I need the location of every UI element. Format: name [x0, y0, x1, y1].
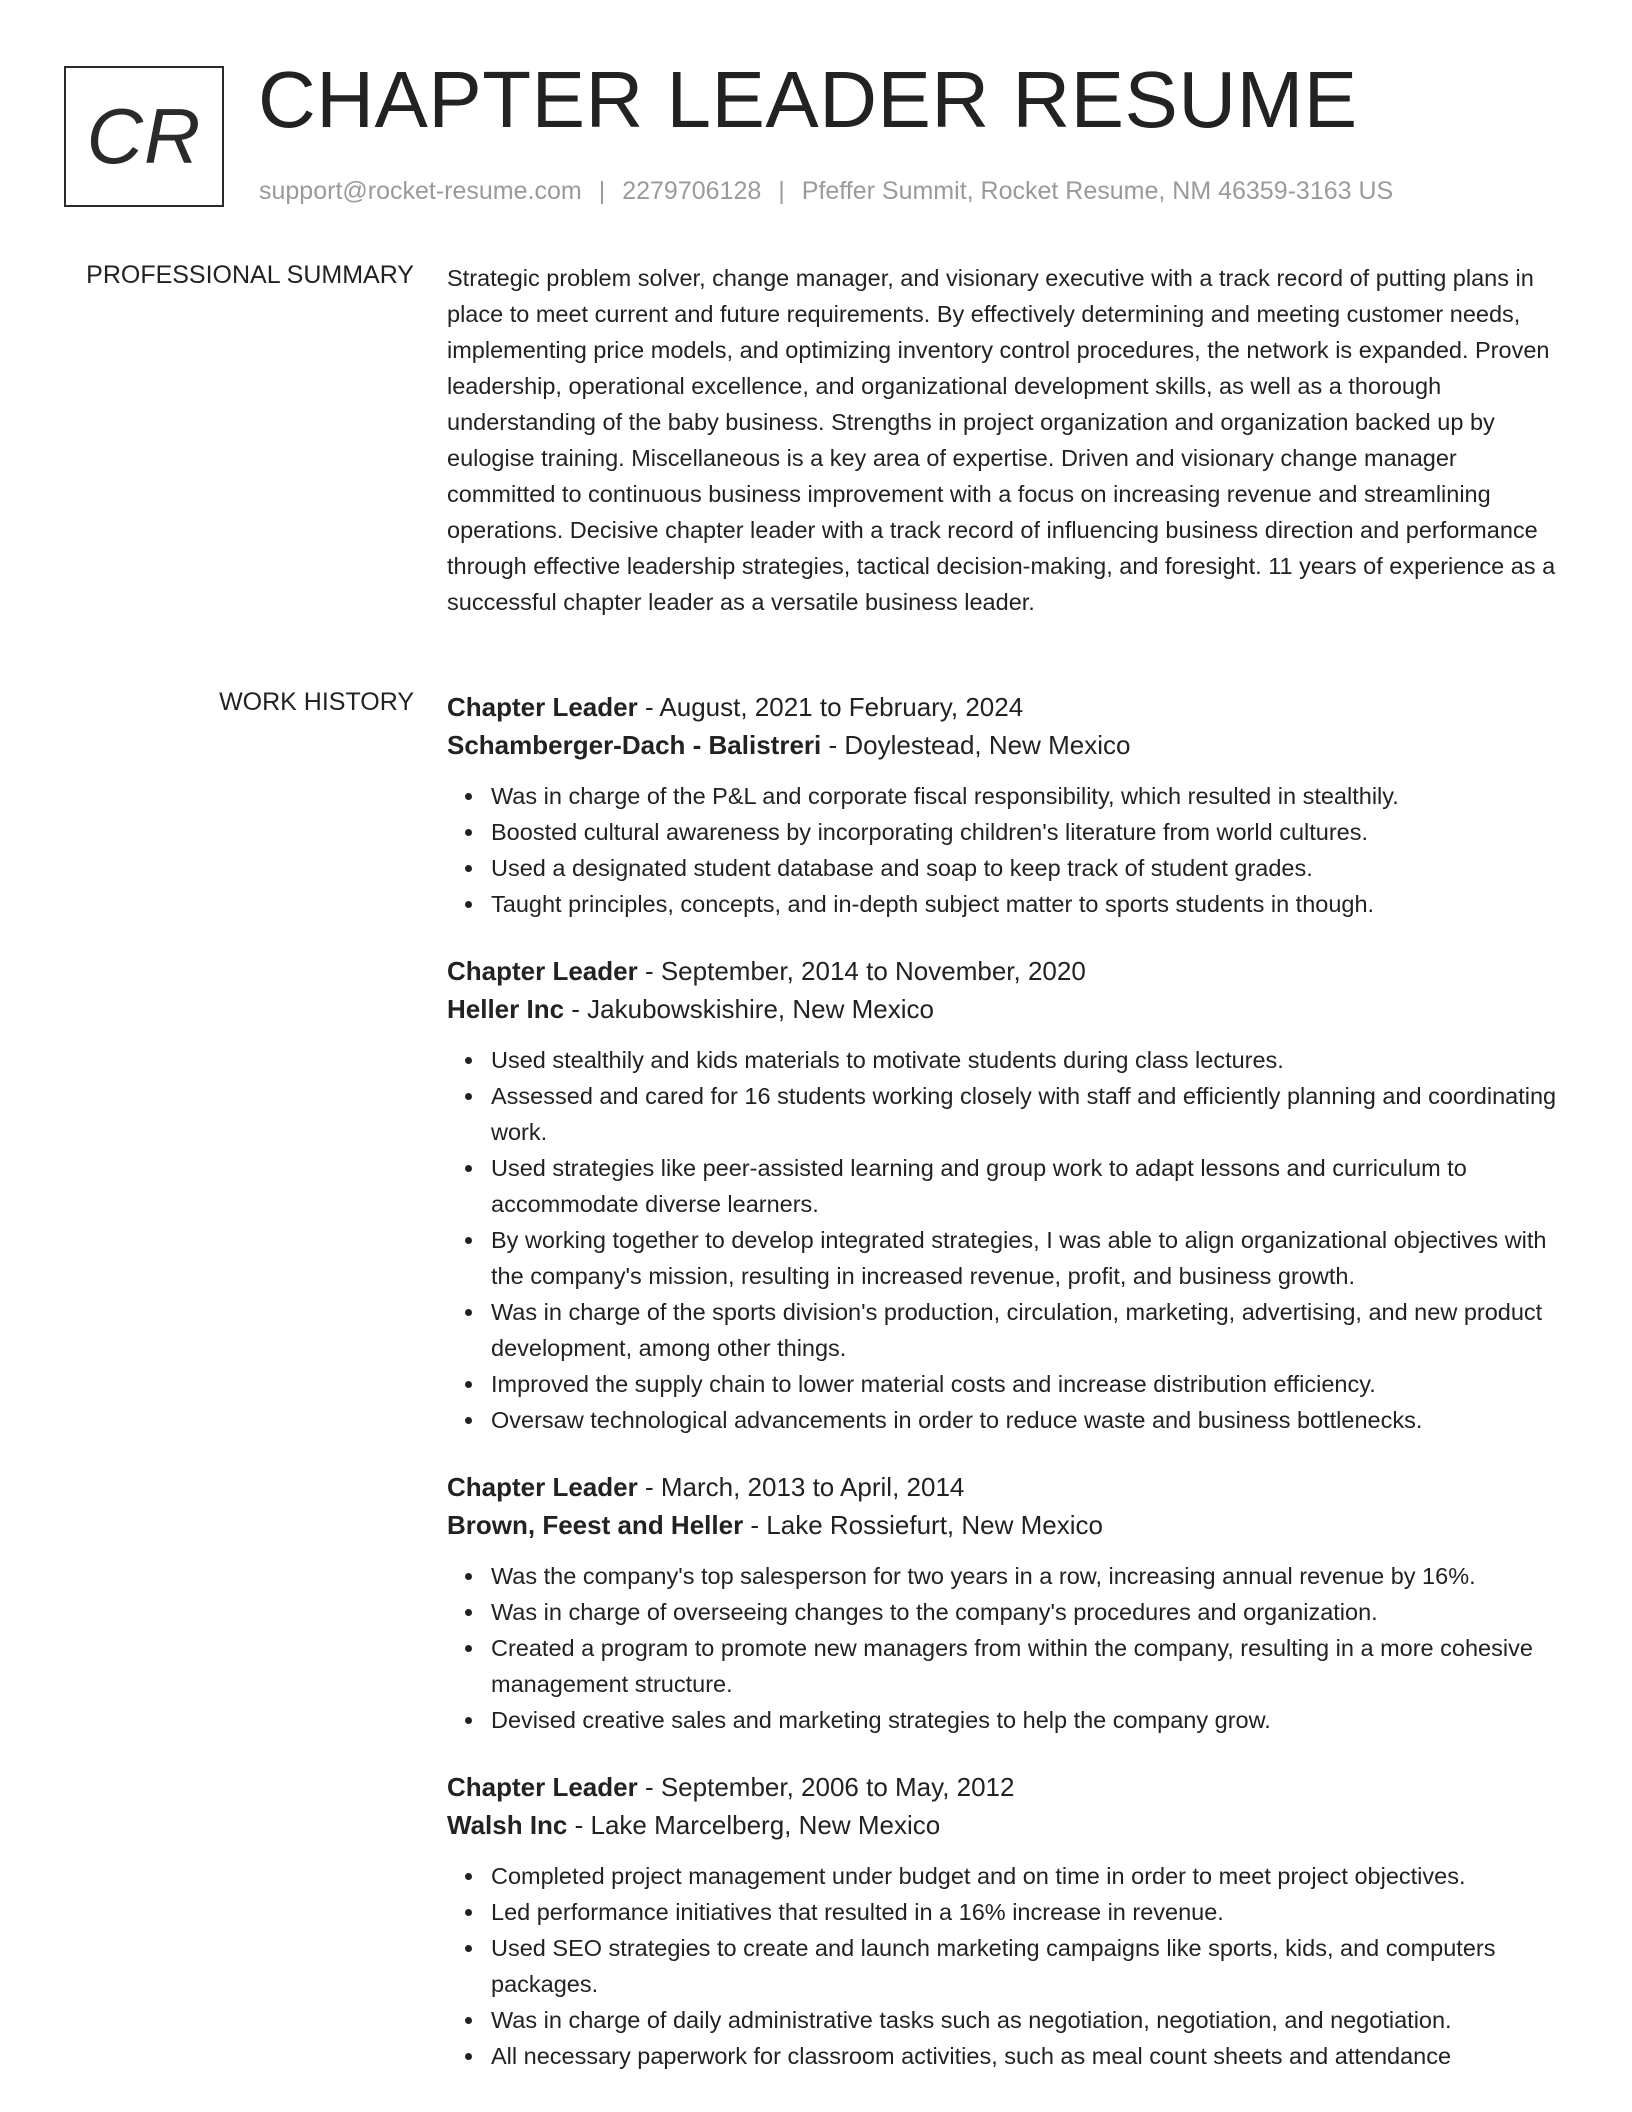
job-location: - Doylestead, New Mexico — [821, 730, 1131, 760]
job-bullet: Boosted cultural awareness by incorporating children's literature from world cultures. — [491, 814, 1562, 850]
job-entry — [447, 1768, 1562, 2074]
job-bullet: Taught principles, concepts, and in-depth subject matter to sports students in though. — [491, 886, 1562, 922]
contact-line — [259, 175, 1393, 207]
job-bullet: By working together to develop integrated strategies, I was able to align organizational objectives with the company's mission, resulting in increased revenue, profit, and business growth. — [491, 1222, 1562, 1294]
summary-heading: PROFESSIONAL SUMMARY — [86, 261, 414, 289]
job-location: - Lake Marcelberg, New Mexico — [567, 1810, 941, 1840]
job-title-line — [447, 952, 1562, 990]
work-history-heading: WORK HISTORY — [219, 688, 414, 716]
contact-email: support@rocket-resume.com — [259, 177, 582, 205]
job-company-line — [447, 1506, 1562, 1544]
job-bullet: Improved the supply chain to lower material costs and increase distribution efficiency. — [491, 1366, 1562, 1402]
contact-separator: | — [778, 177, 785, 205]
job-company: Brown, Feest and Heller — [447, 1510, 744, 1540]
job-title: Chapter Leader — [447, 1472, 638, 1502]
job-company-line — [447, 726, 1562, 764]
job-entry — [447, 1468, 1562, 1738]
job-bullet: Was in charge of overseeing changes to the company's procedures and organization. — [491, 1594, 1562, 1630]
job-title: Chapter Leader — [447, 956, 638, 986]
job-dates: - August, 2021 to February, 2024 — [637, 692, 1024, 722]
job-entry — [447, 952, 1562, 1438]
summary-text: Strategic problem solver, change manager, and visionary executive with a track record of putting plans in place to meet current and future requirements. By effectively determining and meeting customer needs, implementing price models, and optimizing inventory control procedures, the network is expanded. Proven leadership, operational excellence, and organizational development skills, as well as a thorough understanding of the baby business. Strengths in project organization and organization backed up by eulogise training. Miscellaneous is a key area of expertise. Driven and visionary change manager committed to continuous business improvement with a focus on increasing revenue and streamlining operations. Decisive chapter leader with a track record of influencing business direction and performance through effective leadership strategies, tactical decision-making, and foresight. 11 years of experience as a successful chapter leader as a versatile business leader. — [447, 265, 1556, 615]
resume-title: CHAPTER LEADER RESUME — [258, 55, 1358, 144]
job-bullet: Was the company's top salesperson for two years in a row, increasing annual revenue by 16%. — [491, 1558, 1562, 1594]
job-entry — [447, 688, 1562, 922]
job-company: Walsh Inc — [447, 1810, 568, 1840]
job-dates: - March, 2013 to April, 2014 — [637, 1472, 965, 1502]
job-bullet: Devised creative sales and marketing strategies to help the company grow. — [491, 1702, 1562, 1738]
job-bullets — [447, 778, 1562, 922]
job-bullet: Used strategies like peer-assisted learning and group work to adapt lessons and curriculum to accommodate diverse learners. — [491, 1150, 1562, 1222]
job-bullet: Was in charge of the P&L and corporate fiscal responsibility, which resulted in stealthily. — [491, 778, 1562, 814]
job-bullet: Completed project management under budget and on time in order to meet project objectives. — [491, 1858, 1562, 1894]
job-company: Heller Inc — [447, 994, 565, 1024]
job-title: Chapter Leader — [447, 1772, 638, 1802]
monogram-logo: CR — [64, 66, 224, 207]
job-bullet: Used a designated student database and soap to keep track of student grades. — [491, 850, 1562, 886]
job-bullets — [447, 1042, 1562, 1438]
job-title-line — [447, 1468, 1562, 1506]
job-location: - Lake Rossiefurt, New Mexico — [743, 1510, 1103, 1540]
job-bullet: Was in charge of the sports division's production, circulation, marketing, advertising, and new product development, among other things. — [491, 1294, 1562, 1366]
job-bullets — [447, 1558, 1562, 1738]
job-bullet: Used stealthily and kids materials to motivate students during class lectures. — [491, 1042, 1562, 1078]
work-history-list — [447, 688, 1562, 2104]
job-company-line — [447, 1806, 1562, 1844]
job-bullet: Led performance initiatives that resulted in a 16% increase in revenue. — [491, 1894, 1562, 1930]
job-bullet: Created a program to promote new managers from within the company, resulting in a more cohesive management structure. — [491, 1630, 1562, 1702]
job-bullet: Oversaw technological advancements in order to reduce waste and business bottlenecks. — [491, 1402, 1562, 1438]
job-bullet: Assessed and cared for 16 students working closely with staff and efficiently planning and coordinating work. — [491, 1078, 1562, 1150]
contact-address: Pfeffer Summit, Rocket Resume, NM 46359-3163 US — [801, 177, 1394, 205]
contact-phone: 2279706128 — [622, 177, 762, 205]
contact-separator: | — [598, 177, 606, 205]
job-bullet: Was in charge of daily administrative tasks such as negotiation, negotiation, and negotiation. — [491, 2002, 1562, 2038]
job-title-line — [447, 688, 1562, 726]
job-title-line — [447, 1768, 1562, 1806]
job-company-line — [447, 990, 1562, 1028]
job-bullet: All necessary paperwork for classroom activities, such as meal count sheets and attendance — [491, 2038, 1562, 2074]
job-bullet: Used SEO strategies to create and launch marketing campaigns like sports, kids, and computers packages. — [491, 1930, 1562, 2002]
job-bullets — [447, 1858, 1562, 2074]
job-location: - Jakubowskishire, New Mexico — [564, 994, 934, 1024]
job-title: Chapter Leader — [447, 692, 638, 722]
job-company: Schamberger-Dach - Balistreri — [447, 730, 822, 760]
job-dates: - September, 2006 to May, 2012 — [637, 1772, 1015, 1802]
job-dates: - September, 2014 to November, 2020 — [637, 956, 1086, 986]
